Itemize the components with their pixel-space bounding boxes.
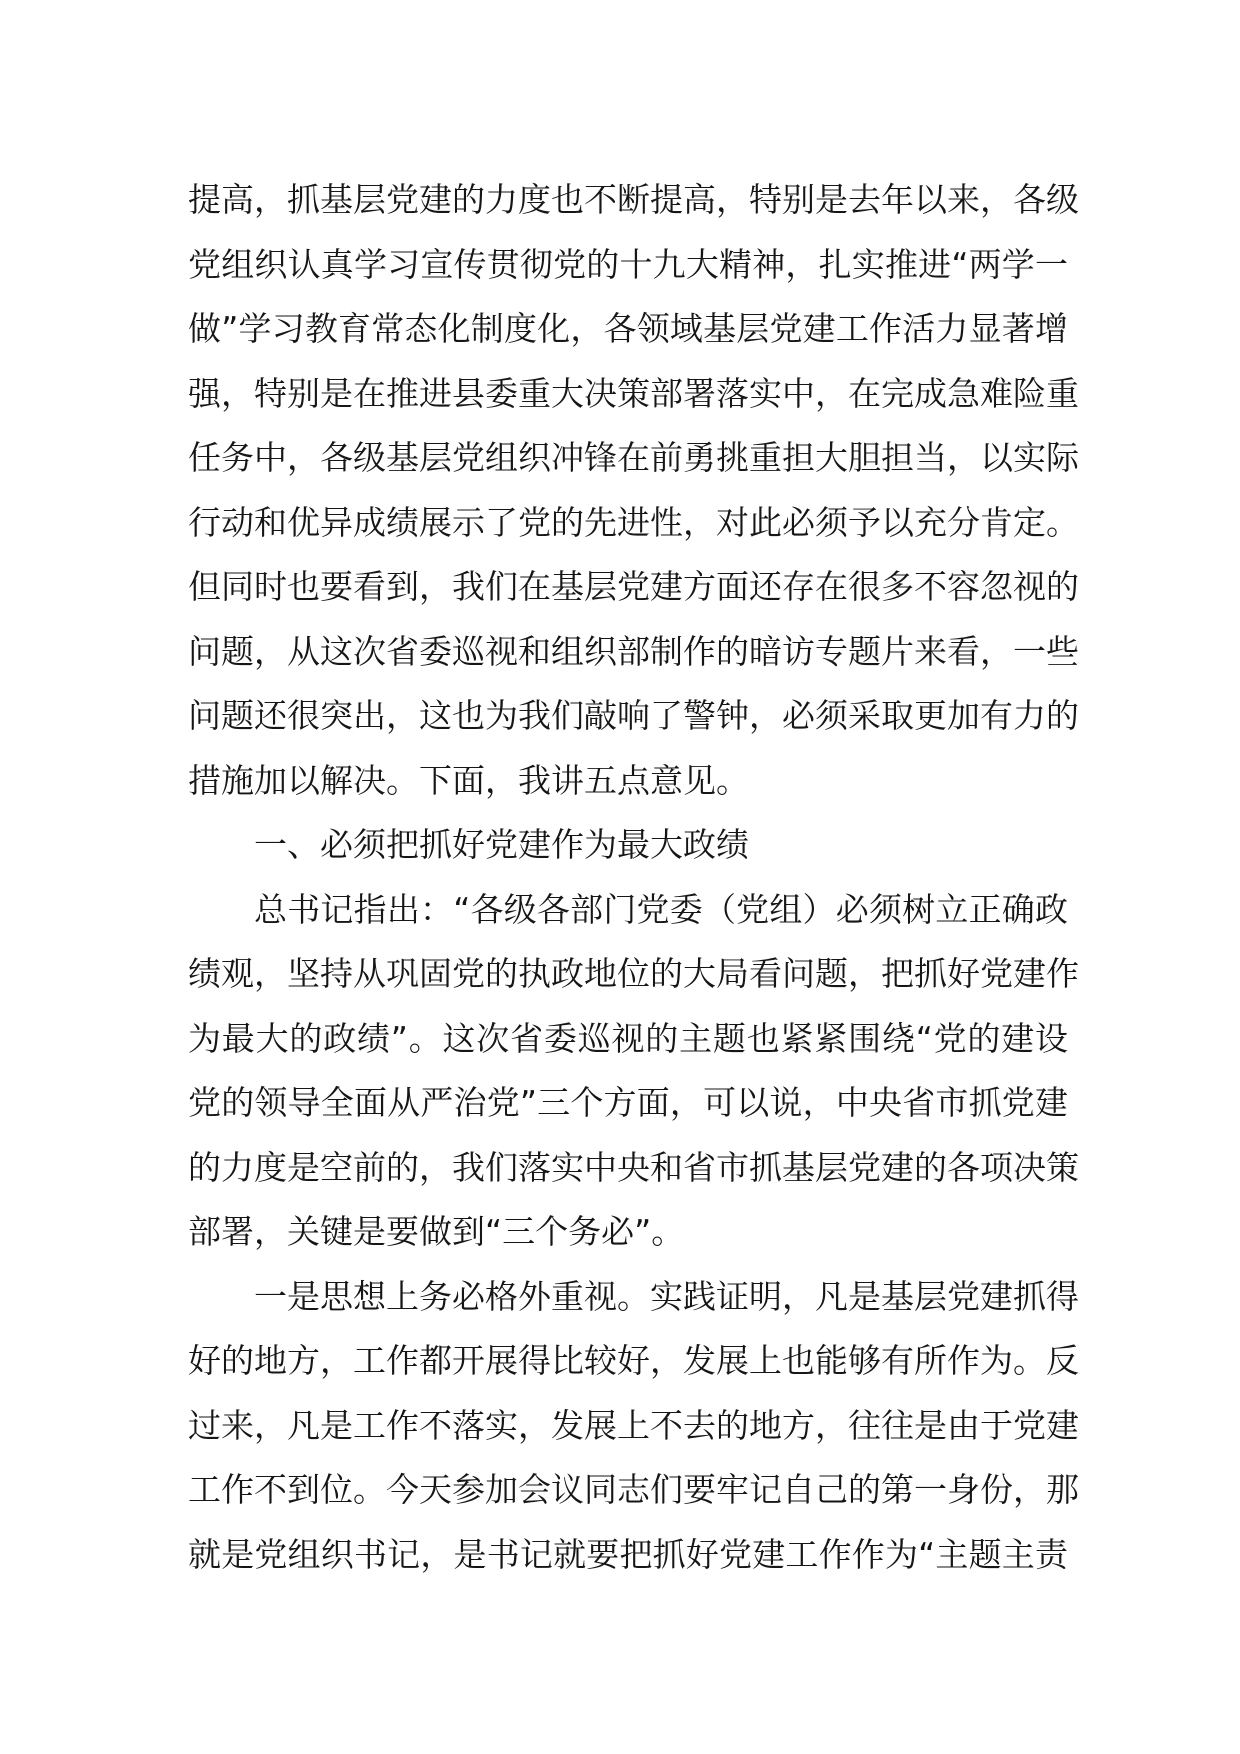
text-line: 好的地方，工作都开展得比较好，发展上也能够有所作为。反 bbox=[188, 1341, 1079, 1380]
text-line: 做”学习教育常态化制度化，各领域基层党建工作活力显著增 bbox=[188, 309, 1068, 348]
text-line: 工作不到位。今天参加会议同志们要牢记自己的第一身份，那 bbox=[188, 1470, 1079, 1509]
text-line: 党组织认真学习宣传贯彻党的十九大精神，扎实推进“两学一 bbox=[188, 244, 1068, 284]
text-line: 总书记指出：“各级各部门党委（党组）必须树立正确政 bbox=[254, 889, 1068, 929]
section-heading: 一、必须把抓好党建作为最大政绩 bbox=[254, 825, 749, 864]
text-line: 一是思想上务必格外重视。实践证明，凡是基层党建抓得 bbox=[254, 1276, 1079, 1316]
text-line: 提高，抓基层党建的力度也不断提高，特别是去年以来，各级 bbox=[188, 180, 1079, 219]
text-line: 就是党组织书记，是书记就要把抓好党建工作作为“主题主责 bbox=[188, 1534, 1068, 1574]
text-line: 但同时也要看到，我们在基层党建方面还存在很多不容忽视的 bbox=[188, 567, 1079, 606]
text-line: 党的领导全面从严治党”三个方面，可以说，中央省市抓党建 bbox=[188, 1083, 1068, 1122]
text-line: 的力度是空前的，我们落实中央和省市抓基层党建的各项决策 bbox=[188, 1147, 1079, 1187]
text-line: 强，特别是在推进县委重大决策部署落实中，在完成急难险重 bbox=[188, 373, 1079, 413]
text-line: 问题，从这次省委巡视和组织部制作的暗访专题片来看，一些 bbox=[188, 631, 1079, 671]
text-line: 过来，凡是工作不落实，发展上不去的地方，往往是由于党建 bbox=[188, 1405, 1079, 1445]
text-line: 措施加以解决。下面，我讲五点意见。 bbox=[188, 760, 749, 800]
text-line: 行动和优异成绩展示了党的先进性，对此必须予以充分肯定。 bbox=[188, 502, 1079, 542]
text-line: 绩观，坚持从巩固党的执政地位的大局看问题，把抓好党建作 bbox=[188, 954, 1079, 993]
text-line: 部署，关键是要做到“三个务必”。 bbox=[188, 1212, 685, 1251]
body-text bbox=[188, 168, 1079, 1587]
text-line: 为最大的政绩”。这次省委巡视的主题也紧紧围绕“党的建设 bbox=[188, 1018, 1068, 1058]
text-line: 任务中，各级基层党组织冲锋在前勇挑重担大胆担当，以实际 bbox=[188, 438, 1079, 477]
text-line: 问题还很突出，这也为我们敲响了警钟，必须采取更加有力的 bbox=[188, 696, 1079, 735]
